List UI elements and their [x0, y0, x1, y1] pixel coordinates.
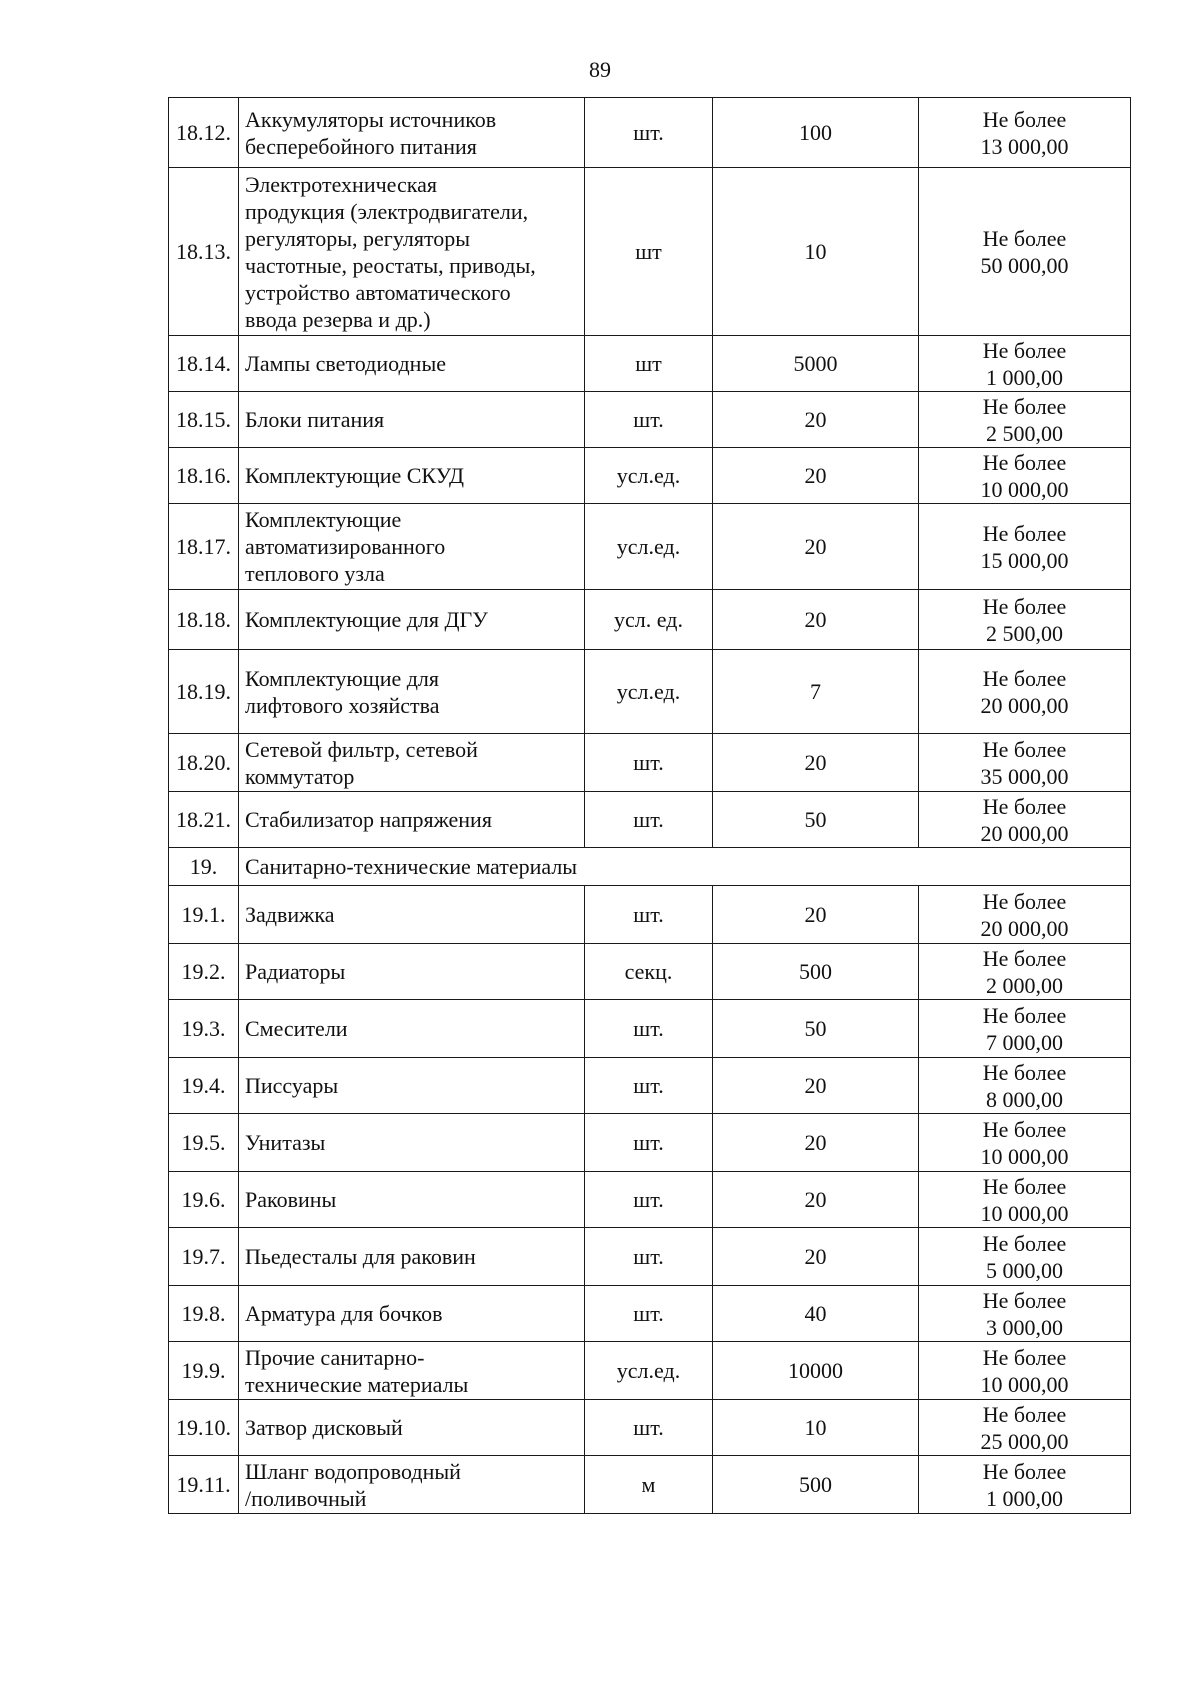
unit-of-measure: шт. [585, 392, 713, 448]
price-line: Не более [982, 1059, 1067, 1085]
row-number: 18.13. [169, 168, 239, 336]
table-body [169, 98, 1131, 1514]
price-limit [919, 1228, 1131, 1286]
table-row [169, 590, 1131, 650]
row-number: 19.8. [169, 1286, 239, 1342]
unit-of-measure: шт [585, 336, 713, 392]
item-name [239, 944, 585, 1000]
price-line: Не более [982, 1401, 1067, 1427]
item-name [239, 1172, 585, 1228]
price-line: Не более [982, 1173, 1067, 1199]
item-name-line: Аккумуляторы источников [245, 106, 497, 132]
item-name-line: Сетевой фильтр, сетевой [245, 736, 478, 762]
table-row [169, 336, 1131, 392]
price-limit [919, 168, 1131, 336]
row-number: 18.18. [169, 590, 239, 650]
row-number: 19. [169, 848, 239, 886]
unit-of-measure: шт. [585, 792, 713, 848]
unit-of-measure: шт. [585, 1228, 713, 1286]
price-limit [919, 1286, 1131, 1342]
row-number: 18.21. [169, 792, 239, 848]
item-name [239, 1456, 585, 1514]
row-number: 18.16. [169, 448, 239, 504]
item-name-line: Стабилизатор напряжения [245, 807, 492, 832]
item-name-line: Арматура для бочков [245, 1301, 443, 1326]
table-row [169, 792, 1131, 848]
table-row [169, 504, 1131, 590]
price-limit [919, 650, 1131, 734]
item-name-line: продукция (электродвигатели, [245, 198, 529, 224]
price-limit [919, 792, 1131, 848]
row-number: 18.17. [169, 504, 239, 590]
price-line: 5 000,00 [986, 1257, 1063, 1283]
unit-of-measure: усл.ед. [585, 650, 713, 734]
item-name [239, 98, 585, 168]
price-line: Не более [982, 449, 1067, 475]
table-row [169, 1286, 1131, 1342]
unit-of-measure: усл.ед. [585, 504, 713, 590]
row-number: 18.14. [169, 336, 239, 392]
item-name-line: Задвижка [245, 902, 335, 927]
price-line: Не более [982, 793, 1067, 819]
table-row [169, 168, 1131, 336]
section-title: Санитарно-технические материалы [239, 848, 1131, 886]
unit-of-measure: усл.ед. [585, 448, 713, 504]
table-row [169, 1114, 1131, 1172]
table-row [169, 734, 1131, 792]
price-line: 2 500,00 [986, 620, 1063, 646]
table-row [169, 1228, 1131, 1286]
item-name-line: частотные, реостаты, приводы, [245, 252, 536, 278]
item-name-line: Комплектующие [245, 507, 402, 532]
unit-of-measure: шт [585, 168, 713, 336]
row-number: 19.6. [169, 1172, 239, 1228]
quantity: 20 [713, 734, 919, 792]
row-number: 19.4. [169, 1058, 239, 1114]
item-name-line: теплового узла [245, 561, 385, 586]
item-name [239, 1342, 585, 1400]
table-row [169, 650, 1131, 734]
quantity: 100 [713, 98, 919, 168]
row-number: 19.11. [169, 1456, 239, 1514]
table-row [169, 392, 1131, 448]
table-row [169, 1400, 1131, 1456]
quantity: 20 [713, 886, 919, 944]
price-line: Не более [982, 945, 1067, 971]
item-name [239, 590, 585, 650]
row-number: 19.5. [169, 1114, 239, 1172]
price-limit [919, 590, 1131, 650]
price-line: 10 000,00 [980, 476, 1069, 502]
row-number: 18.15. [169, 392, 239, 448]
quantity: 20 [713, 504, 919, 590]
price-line: 15 000,00 [980, 547, 1069, 573]
materials-table [168, 97, 1131, 1514]
price-line: Не более [982, 1116, 1067, 1142]
item-name-line: Раковины [245, 1187, 337, 1212]
price-line: Не более [982, 337, 1067, 363]
row-number: 18.20. [169, 734, 239, 792]
quantity: 500 [713, 944, 919, 1000]
unit-of-measure: шт. [585, 1000, 713, 1058]
price-limit [919, 392, 1131, 448]
price-limit [919, 1400, 1131, 1456]
item-name [239, 1058, 585, 1114]
price-line: Не более [982, 1002, 1067, 1028]
quantity: 50 [713, 792, 919, 848]
item-name [239, 392, 585, 448]
table-row [169, 1342, 1131, 1400]
table-row [169, 886, 1131, 944]
price-line: 10 000,00 [980, 1200, 1069, 1226]
price-line: Не более [982, 593, 1067, 619]
price-line: Не более [982, 1287, 1067, 1313]
quantity: 20 [713, 1058, 919, 1114]
price-line: Не более [982, 888, 1067, 914]
unit-of-measure: м [585, 1456, 713, 1514]
row-number: 19.3. [169, 1000, 239, 1058]
row-number: 19.1. [169, 886, 239, 944]
item-name [239, 1000, 585, 1058]
price-line: Не более [982, 225, 1067, 251]
item-name-line: Писсуары [245, 1073, 339, 1098]
price-limit [919, 336, 1131, 392]
item-name-line: Комплектующие для ДГУ [245, 607, 488, 632]
price-line: 20 000,00 [980, 915, 1069, 941]
price-limit [919, 944, 1131, 1000]
price-line: 13 000,00 [980, 133, 1069, 159]
price-limit [919, 1114, 1131, 1172]
unit-of-measure: шт. [585, 734, 713, 792]
table-row [169, 1058, 1131, 1114]
table-row [169, 1000, 1131, 1058]
price-limit [919, 734, 1131, 792]
item-name-line: ввода резерва и др.) [245, 306, 431, 332]
price-line: 20 000,00 [980, 692, 1069, 718]
unit-of-measure: шт. [585, 1058, 713, 1114]
price-line: 50 000,00 [980, 252, 1069, 278]
item-name-line: Электротехническая [245, 171, 437, 197]
quantity: 10000 [713, 1342, 919, 1400]
row-number: 18.19. [169, 650, 239, 734]
price-line: 1 000,00 [986, 1485, 1063, 1511]
item-name [239, 734, 585, 792]
quantity: 500 [713, 1456, 919, 1514]
unit-of-measure: секц. [585, 944, 713, 1000]
quantity: 40 [713, 1286, 919, 1342]
item-name [239, 650, 585, 734]
quantity: 20 [713, 1172, 919, 1228]
item-name-line: лифтового хозяйства [245, 692, 440, 718]
item-name-line: Блоки питания [245, 407, 385, 432]
price-limit [919, 448, 1131, 504]
item-name [239, 1286, 585, 1342]
item-name [239, 1400, 585, 1456]
item-name-line: Радиаторы [245, 959, 346, 984]
price-line: 8 000,00 [986, 1086, 1063, 1112]
price-line: Не более [982, 665, 1067, 691]
item-name [239, 792, 585, 848]
price-line: Не более [982, 393, 1067, 419]
quantity: 5000 [713, 336, 919, 392]
quantity: 20 [713, 590, 919, 650]
row-number: 19.9. [169, 1342, 239, 1400]
item-name-line: Смесители [245, 1016, 348, 1041]
quantity: 10 [713, 168, 919, 336]
price-limit [919, 1058, 1131, 1114]
price-limit [919, 1172, 1131, 1228]
item-name-line: /поливочный [245, 1485, 367, 1511]
item-name [239, 448, 585, 504]
price-line: 2 000,00 [986, 972, 1063, 998]
price-line: 10 000,00 [980, 1143, 1069, 1169]
price-limit [919, 98, 1131, 168]
price-line: 2 500,00 [986, 420, 1063, 446]
unit-of-measure: шт. [585, 1286, 713, 1342]
quantity: 50 [713, 1000, 919, 1058]
price-line: 7 000,00 [986, 1029, 1063, 1055]
price-limit [919, 886, 1131, 944]
table-row [169, 98, 1131, 168]
price-line: 1 000,00 [986, 364, 1063, 390]
price-line: Не более [982, 1230, 1067, 1256]
item-name [239, 1228, 585, 1286]
item-name-line: коммутатор [245, 763, 355, 789]
price-line: Не более [982, 520, 1067, 546]
item-name-line: Комплектующие для [245, 665, 440, 691]
quantity: 7 [713, 650, 919, 734]
item-name [239, 168, 585, 336]
item-name-line: Пьедесталы для раковин [245, 1244, 476, 1269]
table-row [169, 1172, 1131, 1228]
table-row [169, 944, 1131, 1000]
row-number: 18.12. [169, 98, 239, 168]
price-line: Не более [982, 1458, 1067, 1484]
row-number: 19.2. [169, 944, 239, 1000]
item-name-line: Затвор дисковый [245, 1415, 403, 1440]
price-line: Не более [982, 1344, 1067, 1370]
item-name [239, 504, 585, 590]
unit-of-measure: шт. [585, 98, 713, 168]
item-name-line: Лампы светодиодные [245, 351, 446, 376]
price-limit [919, 504, 1131, 590]
price-limit [919, 1342, 1131, 1400]
item-name [239, 1114, 585, 1172]
table-row [169, 448, 1131, 504]
row-number: 19.7. [169, 1228, 239, 1286]
unit-of-measure: усл.ед. [585, 1342, 713, 1400]
item-name-line: технические материалы [245, 1371, 469, 1397]
section-row [169, 848, 1131, 886]
quantity: 10 [713, 1400, 919, 1456]
row-number: 19.10. [169, 1400, 239, 1456]
page-number: 89 [589, 57, 611, 82]
unit-of-measure: шт. [585, 886, 713, 944]
item-name [239, 336, 585, 392]
price-limit [919, 1456, 1131, 1514]
item-name-line: Унитазы [245, 1130, 326, 1155]
item-name-line: Прочие санитарно- [245, 1344, 425, 1370]
price-line: 25 000,00 [980, 1428, 1069, 1454]
quantity: 20 [713, 448, 919, 504]
quantity: 20 [713, 1228, 919, 1286]
price-line: Не более [982, 736, 1067, 762]
table-row [169, 1456, 1131, 1514]
item-name-line: Шланг водопроводный [245, 1458, 461, 1484]
unit-of-measure: шт. [585, 1114, 713, 1172]
price-line: Не более [982, 106, 1067, 132]
price-line: 10 000,00 [980, 1371, 1069, 1397]
price-line: 20 000,00 [980, 820, 1069, 846]
price-limit [919, 1000, 1131, 1058]
item-name-line: бесперебойного питания [245, 133, 477, 159]
quantity: 20 [713, 1114, 919, 1172]
price-line: 3 000,00 [986, 1314, 1063, 1340]
quantity: 20 [713, 392, 919, 448]
item-name-line: устройство автоматического [245, 279, 511, 305]
item-name-line: Комплектующие СКУД [245, 463, 465, 488]
price-line: 35 000,00 [980, 763, 1069, 789]
unit-of-measure: усл. ед. [585, 590, 713, 650]
item-name-line: регуляторы, регуляторы [245, 225, 471, 251]
unit-of-measure: шт. [585, 1172, 713, 1228]
item-name [239, 886, 585, 944]
unit-of-measure: шт. [585, 1400, 713, 1456]
item-name-line: автоматизированного [245, 534, 446, 559]
